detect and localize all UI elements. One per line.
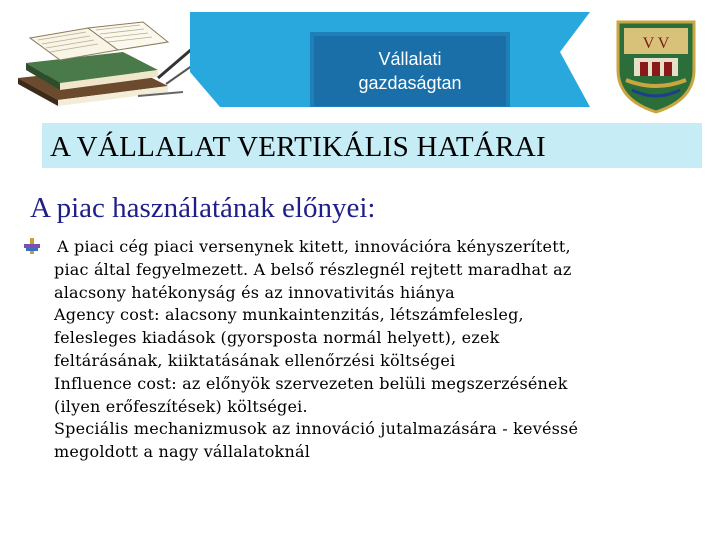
text-line: Speciális mechanizmusok az innováció jutalmazására - kevéssé — [54, 419, 579, 439]
course-title-line1: Vállalati — [378, 49, 442, 69]
text-line: A piaci cég piaci versenynek kitett, innovációra kényszerített, — [57, 237, 571, 256]
text-line: alacsony hatékonyság és az innovativitás hiánya — [54, 282, 455, 302]
books-illustration — [8, 8, 198, 108]
university-crest-logo — [612, 18, 700, 114]
bullet-text — [54, 236, 704, 464]
title-bar — [42, 123, 702, 168]
text-line: megoldott a nagy vállalatoknál — [54, 442, 311, 462]
text-line: (ilyen erőfeszítések) költségei. — [54, 396, 308, 416]
course-title — [315, 38, 505, 104]
text-line: piac által fegyelmezett. A belső részlegnél rejtett maradhat az — [54, 259, 572, 279]
course-title-line2: gazdaságtan — [358, 73, 462, 93]
text-line: Influence cost: az előnyök szervezeten belüli megszerzésének — [54, 373, 568, 393]
page-title: A VÁLLALAT VERTIKÁLIS HATÁRAI — [50, 131, 546, 163]
text-line: Agency cost: alacsony munkaintenzitás, létszámfelesleg, — [54, 305, 524, 325]
text-line: felesleges kiadások (gyorsposta normál helyett), ezek — [54, 328, 500, 348]
bullet-icon — [24, 238, 40, 254]
svg-text:V V: V V — [642, 35, 670, 52]
section-heading: A piac használatának előnyei: — [30, 192, 376, 224]
text-line: feltárásának, kiiktatásának ellenőrzési költségei — [54, 350, 456, 370]
